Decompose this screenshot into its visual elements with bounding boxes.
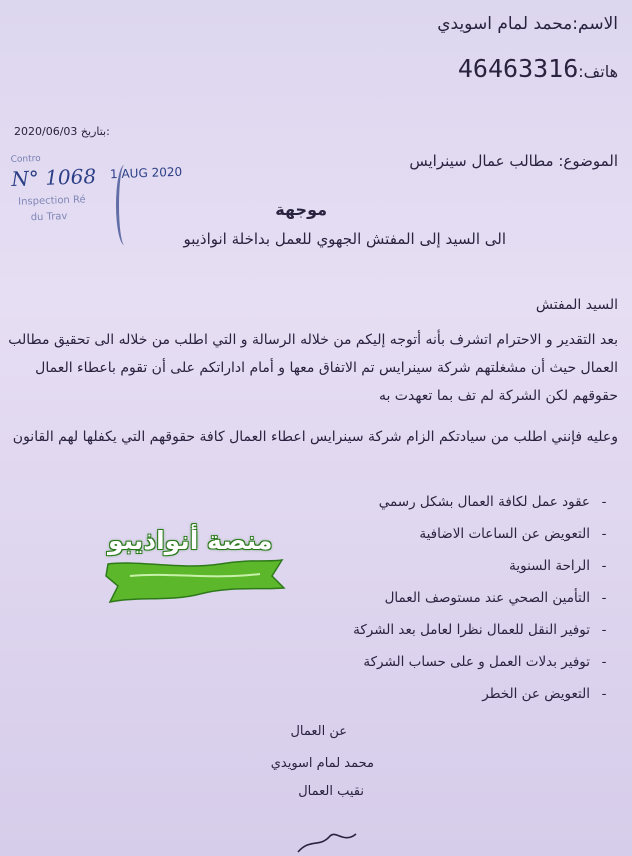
stamp-line-2: Inspection Ré bbox=[17, 194, 86, 208]
list-item: -عقود عمل لكافة العمال بشكل رسمي bbox=[378, 494, 607, 510]
list-item: -توفير بدلات العمل و على حساب الشركة bbox=[363, 654, 607, 670]
sender-name: الاسم:محمد لمام اسويدي bbox=[437, 14, 618, 34]
stamp-line-1: Contro bbox=[10, 153, 41, 165]
list-item: -التأمين الصحي عند مستوصف العمال bbox=[384, 590, 607, 606]
phone-label: هاتف: bbox=[578, 62, 618, 81]
list-item: -التعويض عن الخطر bbox=[482, 686, 607, 702]
watermark-text: منصة أنواذيبو bbox=[108, 526, 273, 555]
signature-scribble-icon bbox=[296, 828, 366, 856]
ribbon-icon bbox=[100, 554, 290, 614]
watermark bbox=[100, 526, 290, 616]
signature-title: نقيب العمال bbox=[298, 784, 364, 799]
signature-name: محمد لمام اسويدي bbox=[270, 756, 374, 771]
directed-label: موجهة bbox=[275, 200, 327, 219]
letter-subject: الموضوع: مطالب عمال سينرايس bbox=[409, 152, 618, 170]
greeting: السيد المفتش bbox=[535, 297, 618, 313]
body-paragraph-1: بعد التقدير و الاحترام اتشرف بأنه أتوجه إليكم من خلاله الرسالة و التي اطلب من خلاله الى تحقيق مطالب العمال حيث أن مشغلتهم شركة سينرايس تم الاتفاق معها و أمام اداراتكم على أن تقوم باعطاء العمال حقوقهم لكن الشركة لم تف بما تعهدت به bbox=[8, 332, 618, 404]
signature-on-behalf: عن العمال bbox=[290, 724, 347, 739]
requests-list bbox=[353, 486, 618, 710]
stamp-line-3: du Trav bbox=[30, 211, 68, 224]
list-item: -الراحة السنوية bbox=[509, 558, 607, 574]
stamp-pen-stroke bbox=[116, 165, 133, 245]
list-item: -التعويض عن الساعات الاضافية bbox=[419, 526, 607, 542]
list-item: -توفير النقل للعمال نظرا لعامل بعد الشركة bbox=[353, 622, 607, 638]
stamp-date: 1 AUG 2020 bbox=[109, 164, 183, 182]
phone-number: 46463316 bbox=[457, 54, 579, 83]
body-paragraph-2: وعليه فإنني اطلب من سيادتكم الزام شركة سينرايس اعطاء العمال كافة حقوقهم التي يكفلها لهم القانون bbox=[12, 429, 618, 445]
sender-phone bbox=[458, 54, 618, 83]
stamp-number: N° 1068 bbox=[10, 164, 97, 191]
letter-date: 2020/06/03 بتاريخ: bbox=[14, 125, 110, 138]
letter-addressee: الى السيد إلى المفتش الجهوي للعمل بداخلة انواذيبو bbox=[183, 230, 506, 248]
reception-stamp bbox=[7, 151, 130, 241]
